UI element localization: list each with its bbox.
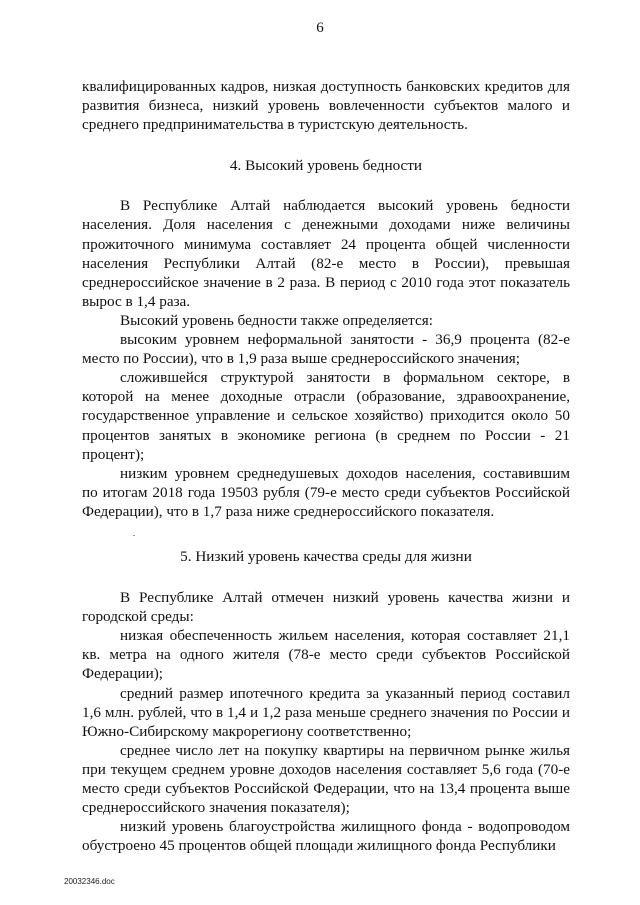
section-heading-living-quality: 5. Низкий уровень качества среды для жизни bbox=[180, 547, 472, 565]
paragraph-poverty-factors-intro: Высокий уровень бедности также определяется: bbox=[120, 311, 433, 329]
paragraph-informal-employment: высоким уровнем неформальной занятости - 36,9 процента (82-е место по России), что в 1,9 раза выше среднероссийского значения; bbox=[82, 331, 570, 368]
paragraph-per-capita-income: низким уровнем среднедушевых доходов населения, составившим по итогам 2018 года 19503 рубля (79-е место среди субъектов Российской Федерации), что в 1,7 раза ниже среднероссийского показателя. bbox=[82, 464, 570, 520]
page-number: 6 bbox=[316, 20, 324, 36]
paragraph-poverty-level: В Республике Алтай наблюдается высокий уровень бедности населения. Доля населения с денежными доходами ниже величины прожиточного минимума составляет 24 процента общей численности населения Республики Алтай (82-е место в России), превышая среднероссийское значение в 2 раза. В период с 2010 года этот показатель вырос в 1,4 раза. bbox=[82, 197, 570, 310]
section-heading-poverty: 4. Высокий уровень бедности bbox=[229, 157, 423, 175]
paragraph-employment-structure: сложившейся структурой занятости в формальном секторе, в которой на менее доходные отрасли (образование, здравоохранение, государственное управление и сельское хозяйство) приходится около 50 процентов занятых в экономике региона (в среднем по России - 21 процент); bbox=[82, 369, 570, 463]
paragraph-apartment-years: среднее число лет на покупку квартиры на первичном рынке жилья при текущем среднем уровне доходов населения составляет 5,6 года (70-е место среди субъектов Российской Федерации, что на 13,4 процента выше среднероссийского значения показателя); bbox=[82, 741, 570, 817]
paragraph-continuation: квалифицированных кадров, низкая доступность банковских кредитов для развития бизнеса, низкий уровень вовлеченности субъектов малого и среднего предпринимательства в туристскую деятельность. bbox=[82, 78, 570, 134]
paragraph-housing-provision: низкая обеспеченность жильем населения, которая составляет 21,1 кв. метра на одного жителя (78-е место среди субъектов Российской Федерации); bbox=[82, 627, 570, 683]
file-name-footer: 20032346.doc bbox=[64, 877, 115, 886]
paragraph-mortgage-size: средний размер ипотечного кредита за указанный период составил 1,6 млн. рублей, что в 1,4 и 1,2 раза меньше среднего значения по России и Южно-Сибирскому макрорегиону соответственно; bbox=[82, 684, 570, 740]
document-body bbox=[82, 77, 570, 855]
paragraph-living-quality: В Республике Алтай отмечен низкий уровень качества жизни и городской среды: bbox=[82, 589, 570, 626]
paragraph-housing-amenities: низкий уровень благоустройства жилищного фонда - водопроводом обустроено 45 процентов общей площади жилищного фонда Республики bbox=[82, 818, 570, 855]
scan-speck bbox=[133, 535, 135, 536]
